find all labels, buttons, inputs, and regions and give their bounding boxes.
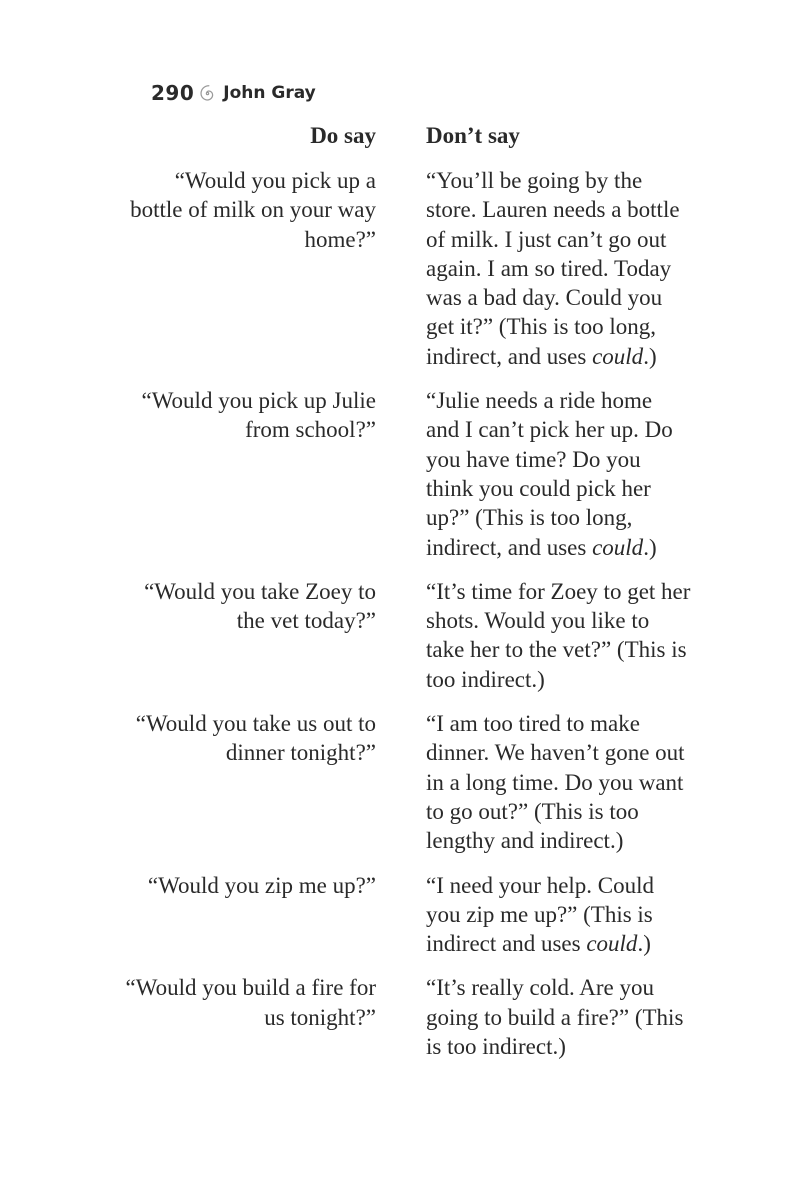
table-row [0, 386, 797, 562]
dont-say-end: .) [643, 343, 657, 369]
dont-say-text [426, 973, 691, 1061]
dont-say-text [426, 166, 691, 371]
table-row [0, 166, 797, 371]
dont-say-emphasis: could [586, 931, 638, 957]
author-name: John Gray [223, 83, 316, 103]
dont-say-emphasis: could [592, 534, 644, 560]
column-header-do-say: Do say [310, 123, 376, 148]
table-row [0, 709, 797, 855]
dont-say-text [426, 709, 691, 855]
dont-say-text [426, 871, 691, 959]
do-say-text: “Would you zip me up?” [147, 872, 376, 898]
do-say-text: “Would you pick up a bottle of milk on your way home?” [130, 168, 376, 252]
dont-say-main: “It’s time for Zoey to get her shots. Would you like to take her to the vet?” (This is too indirect.) [426, 578, 691, 692]
dont-say-main: “I need your help. Could you zip me up?” (This is indirect and uses [426, 872, 655, 957]
dont-say-text [426, 577, 691, 694]
do-say-text: “Would you build a fire for us tonight?” [125, 975, 376, 1030]
table-row [0, 577, 797, 694]
dont-say-end: .) [637, 931, 651, 957]
dont-say-end: .) [643, 534, 657, 560]
do-say-text: “Would you take us out to dinner tonight?” [135, 711, 376, 766]
page-number: 290 [151, 81, 195, 105]
column-header-dont-say: Don’t say [426, 123, 520, 148]
dont-say-main: “I am too tired to make dinner. We haven’t gone out in a long time. Do you want to go out?” (This is too lengthy and indirect.) [426, 711, 685, 854]
do-say-text: “Would you pick up Julie from school?” [141, 388, 376, 443]
dont-say-main: “Julie needs a ride home and I can’t pick her up. Do you have time? Do you think you could pick her up?” (This is too long, indirect, and uses [426, 388, 673, 560]
phrase-table [0, 166, 797, 1076]
dont-say-main: “You’ll be going by the store. Lauren needs a bottle of milk. I just can’t go out again. I am so tired. Today was a bad day. Could you get it?” (This is too long, indirect, and uses [426, 168, 680, 369]
table-row [0, 871, 797, 959]
running-head [151, 80, 316, 106]
table-row [0, 973, 797, 1061]
do-say-text: “Would you take Zoey to the vet today?” [144, 578, 376, 634]
dont-say-emphasis: could [592, 343, 644, 369]
spiral-icon [198, 84, 217, 103]
dont-say-main: “It’s really cold. Are you going to build a fire?” (This is too indirect.) [426, 975, 684, 1060]
dont-say-text [426, 386, 691, 562]
